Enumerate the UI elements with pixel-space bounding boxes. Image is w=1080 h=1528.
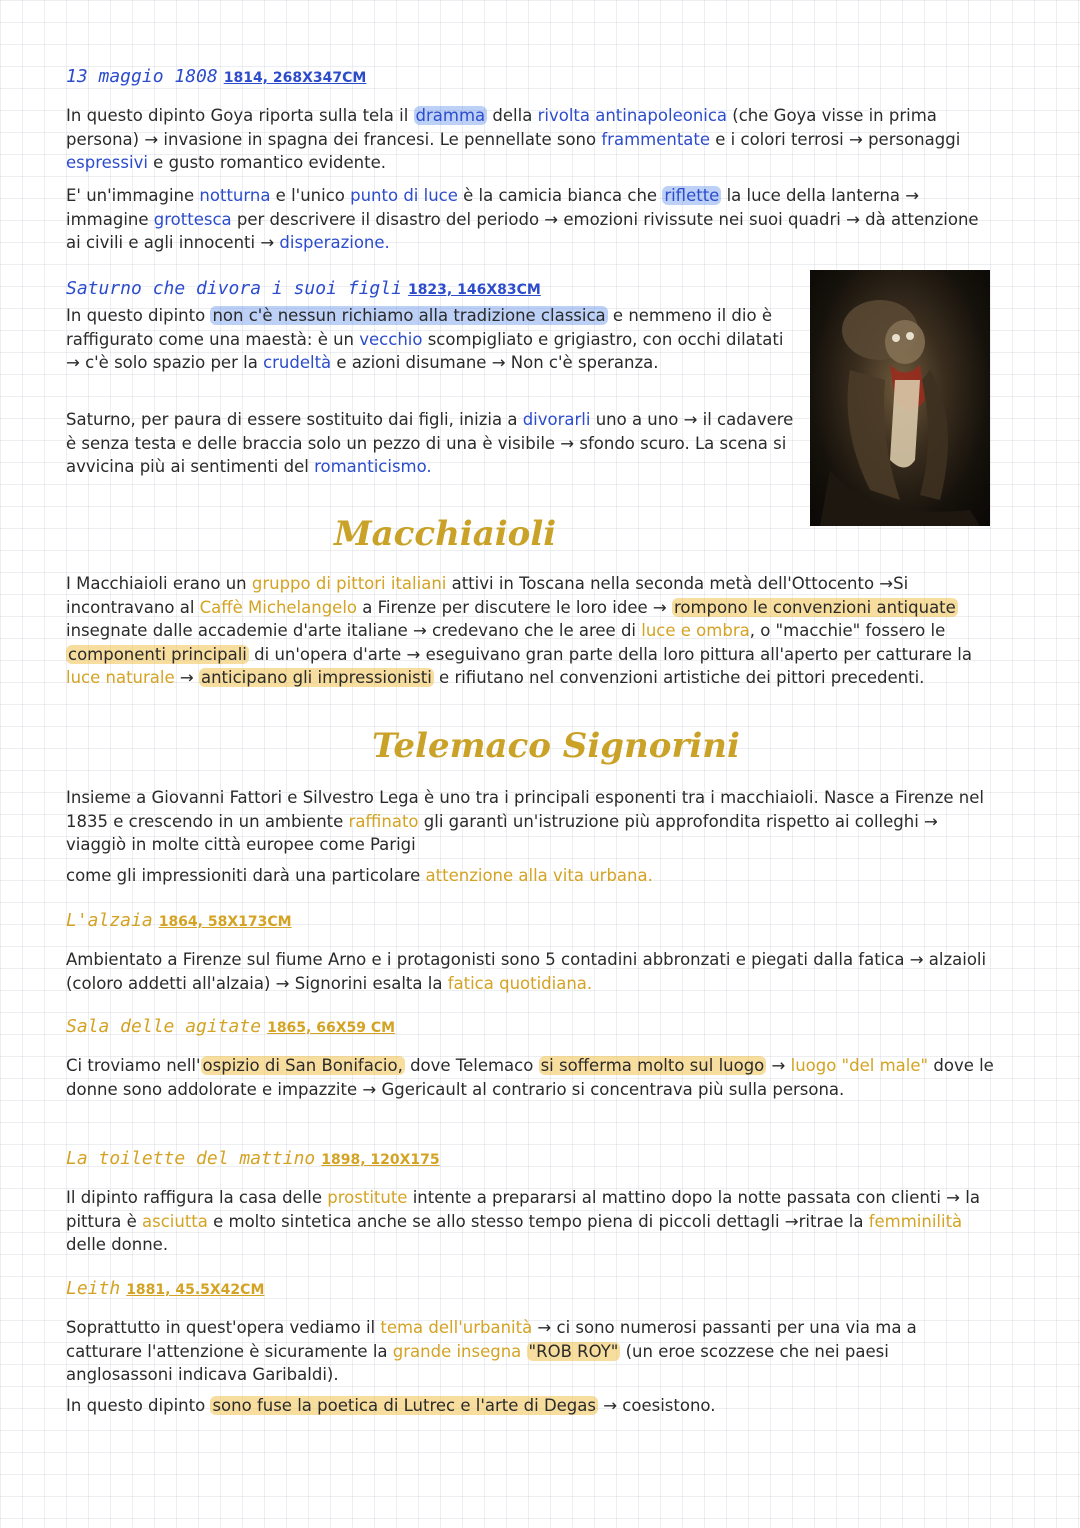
paragraph-text: I Macchiaioli erano un <box>66 574 252 593</box>
paragraph-text: e nemmeno il dio è raffigurato come una maestà: è un <box>66 306 772 349</box>
paragraph-text: Ambientato a Firenze sul fiume Arno e i protagonisti sono 5 contadini abbronzati e piegati dalla fatica → alzaioli (coloro addetti all'alzaia) → Signorini esalta la <box>66 950 987 993</box>
keyword-text: dramma <box>415 106 486 125</box>
paragraph-text: In questo dipinto <box>66 306 211 325</box>
keyword-text: gruppo di pittori italiani <box>251 574 447 593</box>
paragraph-text: gli garantì un'istruzione più approfondita rispetto ai colleghi → viaggiò in molte città europee come Parigi <box>66 811 938 854</box>
paragraph-text: la luce della lanterna → immagine <box>66 186 920 229</box>
work-title-text: La toilette del mattino <box>66 1148 316 1169</box>
paragraph-text: e i colori terrosi → personaggi <box>710 129 961 149</box>
paragraph-text: e l'unico <box>270 186 351 205</box>
paragraph <box>66 786 996 857</box>
keyword-text: punto di luce <box>350 186 458 205</box>
keyword-text: rompono le convenzioni antiquate <box>673 597 956 617</box>
keyword-text: notturna <box>199 186 271 205</box>
paragraph-text: Insieme a Giovanni Fattori e Silvestro Lega è uno tra i principali esponenti tra i macchiaioli. Nasce a Firenze nel 1835 e crescendo in un ambiente <box>66 788 984 831</box>
paragraph-text: e azioni disumane → Non c'è speranza. <box>331 353 659 372</box>
paragraph <box>66 948 996 995</box>
paragraph-text: a Firenze per discutere le loro idee → <box>357 597 672 617</box>
keyword-text: luogo "del male" <box>790 1056 929 1075</box>
paragraph-text: è la camicia bianca che <box>457 186 663 205</box>
paragraph-text: (che Goya visse in prima persona) → invasione in spagna dei francesi. Le pennellate sono <box>66 106 937 149</box>
paragraph-text: Soprattutto in quest'opera vediamo il <box>66 1318 381 1337</box>
paragraph-text: delle donne. <box>66 1235 169 1254</box>
keyword-text: Caffè Michelangelo <box>199 597 358 617</box>
keyword-text: asciutta <box>142 1211 208 1231</box>
keyword-text: anticipano gli impressionisti <box>200 668 432 687</box>
section-heading-macchiaioli: Macchiaioli <box>334 514 557 554</box>
paragraph-text: e gusto romantico evidente. <box>147 153 386 172</box>
paragraph-text <box>521 1342 526 1361</box>
paragraph-text: uno a uno → il cadavere è senza testa e delle braccia solo un pezzo di una è visibile → sfondo scuro. La scena si avvicina più ai sentimenti del <box>66 410 794 476</box>
paragraph <box>66 864 996 888</box>
work-meta: 1814, 268X347CM <box>223 70 367 86</box>
keyword-text: attenzione alla vita urbana. <box>425 866 653 885</box>
paragraph-text: Saturno, per paura di essere sostituito dai figli, inizia a <box>66 410 523 429</box>
work-meta: 1864, 58X173CM <box>158 914 292 930</box>
paragraph-text: → coesistono. <box>597 1396 716 1415</box>
keyword-text: componenti principali <box>68 644 247 664</box>
keyword-text: rivolta antinapoleonica <box>537 106 728 125</box>
keyword-text: vecchio <box>359 329 423 349</box>
work-title-text: Sala delle agitate <box>66 1016 262 1037</box>
keyword-text: disperazione. <box>279 233 390 252</box>
paragraph-text: dove le donne sono addolorate e impazzite → Ggericault al contrario si concentrava più sulla persona. <box>66 1056 994 1099</box>
keyword-text: ospizio di San Bonifacio, <box>202 1056 403 1075</box>
paragraph-text: E' un'immagine <box>66 186 200 205</box>
paragraph-text: Il dipinto raffigura la casa delle <box>66 1188 328 1207</box>
work-meta: 1898, 120X175 <box>321 1152 440 1168</box>
paragraph <box>66 408 796 479</box>
paragraph-text: e molto sintetica anche se allo stesso tempo piena di piccoli dettagli →ritrae la <box>207 1211 869 1231</box>
paragraph-text: scompigliato e grigiastro, con occhi dilatati → c'è solo spazio per la <box>66 329 784 372</box>
work-meta: 1881, 45.5X42CM <box>126 1282 265 1298</box>
paragraph-text: → <box>174 668 199 687</box>
keyword-text: prostitute <box>327 1188 408 1207</box>
paragraph <box>66 304 796 375</box>
work-title-text: Saturno che divora i suoi figli <box>66 278 402 299</box>
paragraph-text: intente a prepararsi al mattino dopo la notte passata con clienti → la pittura è <box>66 1188 980 1231</box>
keyword-text: fatica quotidiana. <box>447 973 593 993</box>
paragraph-text: (un eroe scozzese che nei paesi anglosassoni indicava Garibaldi). <box>66 1341 889 1384</box>
paragraph <box>66 1316 996 1387</box>
paragraph-text: come gli impressioniti darà una particolare <box>66 866 426 885</box>
paragraph-text: In questo dipinto Goya riporta sulla tela il <box>66 106 414 125</box>
paragraph-text: In questo dipinto <box>66 1396 211 1415</box>
saturno-painting-image <box>810 270 990 526</box>
work-title-sala-agitate <box>66 1014 996 1041</box>
paragraph-text: attivi in Toscana nella seconda metà dell'Ottocento →Si incontravano al <box>66 574 909 617</box>
paragraph <box>66 1054 996 1101</box>
work-title-text: 13 maggio 1808 <box>66 66 218 87</box>
keyword-text: luce naturale <box>66 668 175 687</box>
paragraph <box>66 572 996 690</box>
paragraph-text: → ci sono numerosi passanti per una via ma a catturare l'attenzione è sicuramente la <box>66 1318 917 1361</box>
work-meta: 1823, 146X83CM <box>407 282 541 298</box>
keyword-text: luce e ombra <box>641 621 750 640</box>
work-meta: 1865, 66X59 CM <box>267 1020 396 1036</box>
keyword-text: sono fuse la poetica di Lutrec e l'arte di Degas <box>212 1396 596 1415</box>
work-title-toilette <box>66 1146 996 1173</box>
paragraph-text: per descrivere il disastro del periodo → emozioni rivissute nei suoi quadri → dà attenzione ai civili e agli innocenti → <box>66 209 979 252</box>
paragraph <box>66 184 996 255</box>
painting-figure <box>810 270 990 526</box>
paragraph-text: insegnate dalle accademie d'arte italiane → credevano che le aree di <box>66 621 642 640</box>
paragraph-text: , o "macchie" fossero le <box>749 621 946 640</box>
keyword-text: espressivi <box>66 153 148 172</box>
work-title-alzaia <box>66 908 996 935</box>
paragraph <box>66 1394 996 1418</box>
paragraph <box>66 104 996 175</box>
paragraph <box>66 1186 996 1257</box>
keyword-text: riflette <box>664 186 720 205</box>
work-title-text: L'alzaia <box>66 910 153 931</box>
keyword-text: grande insegna <box>392 1341 522 1361</box>
work-title-text: Leith <box>66 1278 121 1299</box>
paragraph-text: di un'opera d'arte → eseguivano gran parte della loro pittura all'aperto per catturare la <box>248 644 972 664</box>
keyword-text: femminilità <box>868 1211 963 1231</box>
section-heading-signorini: Telemaco Signorini <box>372 726 740 766</box>
work-title-13-maggio <box>66 64 996 91</box>
keyword-text: frammentate <box>601 129 711 149</box>
keyword-text: raffinato <box>348 811 419 831</box>
keyword-text: tema dell'urbanità <box>380 1318 533 1337</box>
paragraph-text: dove Telemaco <box>404 1056 539 1075</box>
keyword-text: crudeltà <box>263 353 332 372</box>
keyword-text: divorarli <box>522 410 591 429</box>
keyword-text: grottesca <box>153 209 232 229</box>
work-title-leith <box>66 1276 996 1303</box>
paragraph-text: della <box>487 106 538 125</box>
keyword-text: si sofferma molto sul luogo <box>540 1056 765 1075</box>
paragraph-text: Ci troviamo nell' <box>66 1056 201 1075</box>
keyword-text: romanticismo. <box>314 457 432 476</box>
paragraph-text: e rifiutano nel convenzioni artistiche dei pittori precedenti. <box>433 668 925 687</box>
keyword-text: "ROB ROY" <box>528 1341 619 1361</box>
keyword-text: non c'è nessun richiamo alla tradizione classica <box>212 306 606 325</box>
paragraph-text: → <box>766 1056 791 1075</box>
